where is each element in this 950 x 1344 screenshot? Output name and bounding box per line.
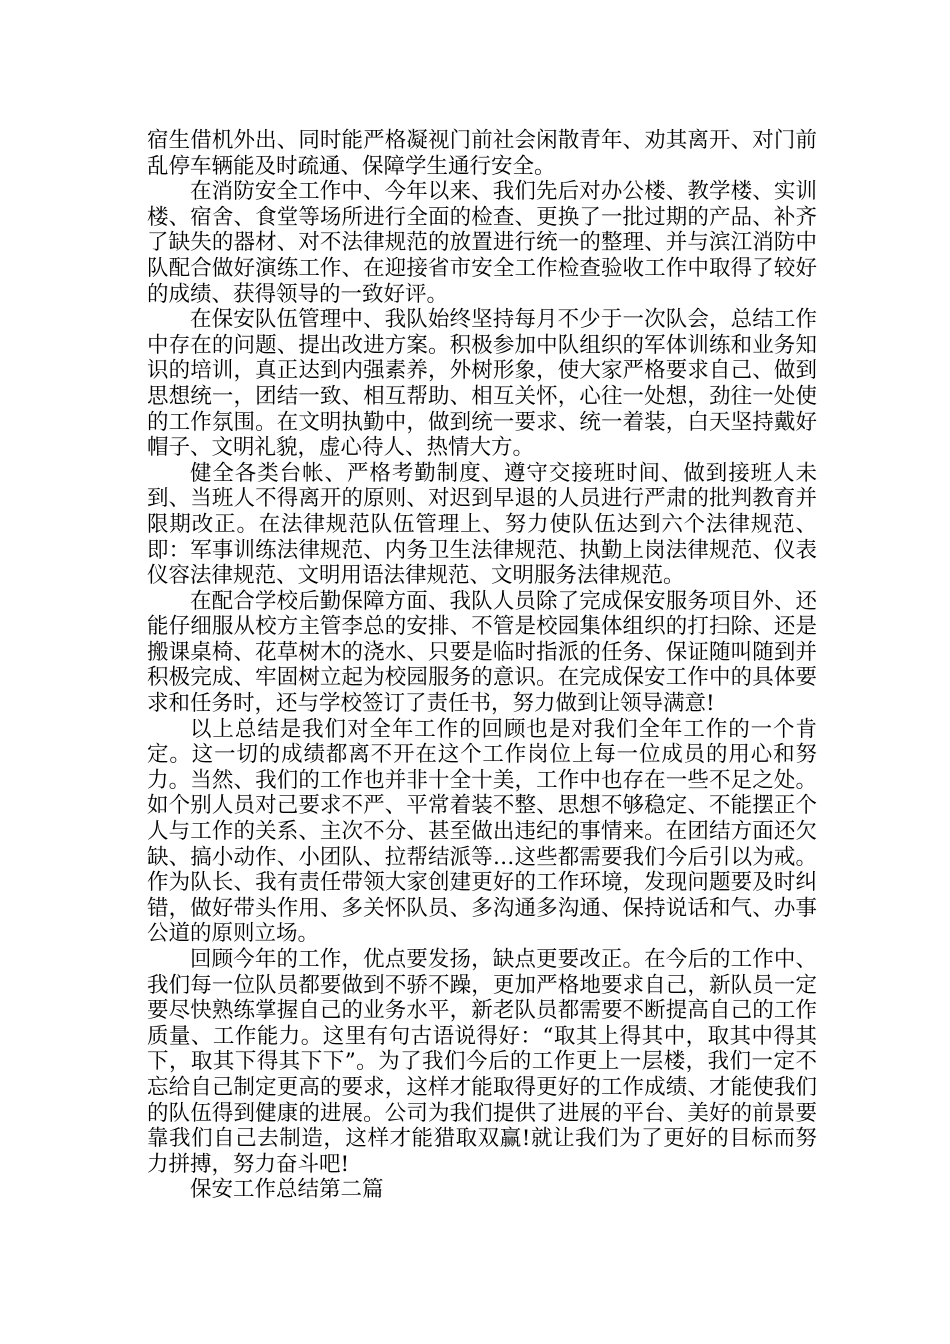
paragraph-future-outlook: 回顾今年的工作，优点要发扬，缺点更要改正。在今后的工作中、我们每一位队员都要做到不骄不躁，更加严格地要求自己，新队员一定要尽快熟练掌握自己的业务水平，新老队员都需要不断提高自己的工作质量、工作能力。这里有句古语说得好：“取其上得其中，取其中得其下，取其下得其下下”。为了我们今后的工作更上一层楼，我们一定不忘给自己制定更高的要求，这样才能取得更好的工作成绩、才能使我们的队伍得到健康的进展。公司为我们提供了进展的平台、美好的前景要靠我们自己去制造，这样才能猎取双赢!就让我们为了更好的目标而努力拼搏，努力奋斗吧!	[147, 947, 817, 1177]
document-body	[147, 128, 817, 1203]
paragraph-summary-review: 以上总结是我们对全年工作的回顾也是对我们全年工作的一个肯定。这一切的成绩都离不开在这个工作岗位上每一位成员的用心和努力。当然、我们的工作也并非十全十美，工作中也存在一些不足之处。如个别人员对己要求不严、平常着装不整、思想不够稳定、不能摆正个人与工作的关系、主次不分、甚至做出违纪的事情来。在团结方面还欠缺、搞小动作、小团队、拉帮结派等…这些都需要我们今后引以为戒。作为队长、我有责任带领大家创建更好的工作环境，发现问题要及时纠错，做好带头作用、多关怀队员、多沟通多沟通、保持说话和气、办事公道的原则立场。	[147, 716, 817, 947]
paragraph-continued: 宿生借机外出、同时能严格凝视门前社会闲散青年、劝其离开、对门前乱停车辆能及时疏通、保障学生通行安全。	[147, 128, 817, 179]
paragraph-logistics-support: 在配合学校后勤保障方面、我队人员除了完成保安服务项目外、还能仔细服从校方主管李总的安排、不管是校园集体组织的打扫除、还是搬课桌椅、花草树木的浇水、只要是临时指派的任务、保证随叫随到并积极完成、牢固树立起为校园服务的意识。在完成保安工作中的具体要求和任务时，还与学校签订了责任书，努力做到让领导满意!	[147, 588, 817, 717]
paragraph-team-management: 在保安队伍管理中、我队始终坚持每月不少于一次队会，总结工作中存在的问题、提出改进方案。积极参加中队组织的军体训练和业务知识的培训，真正达到内强素养，外树形象，使大家严格要求自己、做到思想统一，团结一致、相互帮助、相互关怀，心往一处想，劲往一处使的工作氛围。在文明执勤中，做到统一要求、统一着装，白天坚持戴好帽子、文明礼貌，虚心待人、热情大方。	[147, 307, 817, 461]
section-heading-second-article: 保安工作总结第二篇	[190, 1177, 384, 1203]
paragraph-records-discipline: 健全各类台帐、严格考勤制度、遵守交接班时间、做到接班人未到、当班人不得离开的原则、对迟到早退的人员进行严肃的批判教育并限期改正。在法律规范队伍管理上、努力使队伍达到六个法律规范、即：军事训练法律规范、内务卫生法律规范、执勤上岗法律规范、仪表仪容法律规范、文明用语法律规范、文明服务法律规范。	[147, 460, 817, 589]
paragraph-fire-safety: 在消防安全工作中、今年以来、我们先后对办公楼、教学楼、实训楼、宿舍、食堂等场所进行全面的检查、更换了一批过期的产品、补齐了缺失的器材、对不法律规范的放置进行统一的整理、并与滨江消防中队配合做好演练工作、在迎接省市安全工作检查验收工作中取得了较好的成绩、获得领导的一致好评。	[147, 179, 817, 307]
